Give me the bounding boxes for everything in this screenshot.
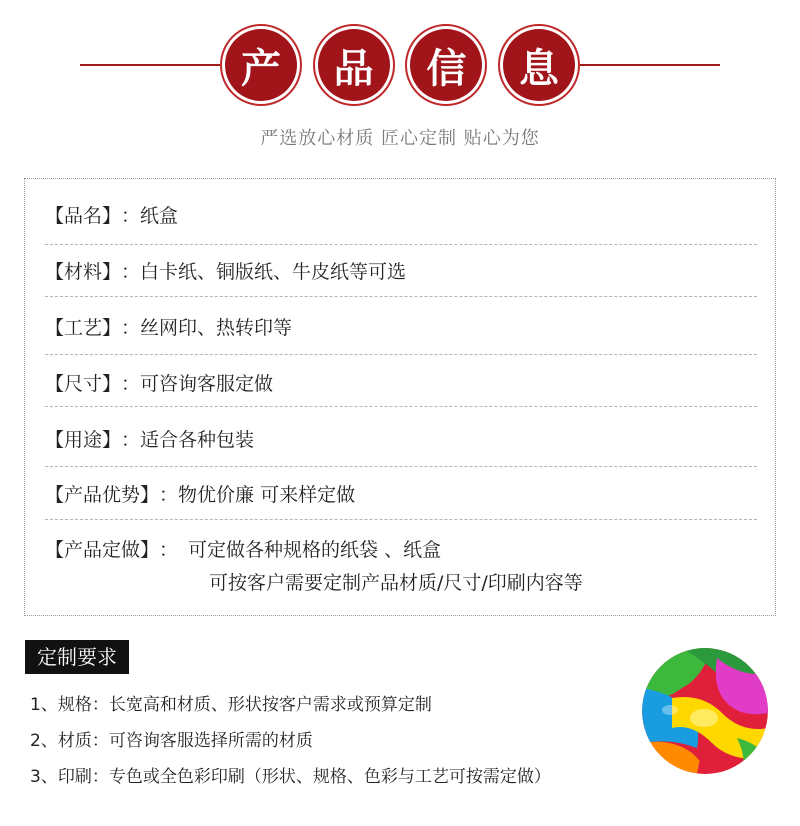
- info-value: 可咨询客服定做: [140, 373, 274, 395]
- info-sep: ：: [121, 429, 141, 451]
- info-row-name: [45, 201, 757, 245]
- title-char-circle: [220, 24, 302, 106]
- info-value-line2: 可按客户需要定制产品材质/尺寸/印刷内容等: [209, 572, 583, 594]
- title-char: 息: [503, 29, 575, 101]
- info-label: 【品名】: [45, 205, 122, 227]
- info-row-custom: [45, 535, 757, 595]
- info-value: 纸盒: [140, 205, 179, 227]
- info-value: 适合各种包装: [140, 429, 255, 451]
- subtitle: 严选放心材质 匠心定制 贴心为您: [260, 128, 540, 149]
- info-sep: ：: [159, 539, 179, 561]
- header-line-right: [580, 64, 720, 66]
- info-label: 【工艺】: [45, 317, 122, 339]
- title-char: 品: [318, 29, 390, 101]
- title-circles: [220, 24, 580, 106]
- product-info-header: [0, 0, 800, 149]
- info-label: 【尺寸】: [45, 373, 122, 395]
- product-info-box: [24, 178, 776, 616]
- requirement-item: 3、印刷：专色或全色彩印刷（形状、规格、色彩与工艺可按需定做）: [30, 767, 551, 787]
- title-char-circle: [498, 24, 580, 106]
- info-value: 物优价廉 可来样定做: [178, 484, 356, 506]
- info-row-material: [45, 257, 757, 297]
- title-char: 产: [225, 29, 297, 101]
- paint-splash-icon: [642, 648, 768, 774]
- requirement-item: 2、材质：可咨询客服选择所需的材质: [30, 731, 313, 751]
- title-char-circle: [405, 24, 487, 106]
- info-label: 【产品定做】: [45, 539, 160, 561]
- title-char: 信: [410, 29, 482, 101]
- info-label: 【用途】: [45, 429, 122, 451]
- requirements-title: 定制要求: [25, 640, 129, 674]
- info-row-usage: [45, 425, 757, 467]
- info-sep: ：: [121, 317, 141, 339]
- info-label: 【材料】: [45, 261, 122, 283]
- requirements-list: [30, 690, 670, 798]
- info-value: 白卡纸、铜版纸、牛皮纸等可选: [140, 261, 407, 283]
- title-char-circle: [313, 24, 395, 106]
- header-line-left: [80, 64, 220, 66]
- info-value: 丝网印、热转印等: [140, 317, 293, 339]
- info-sep: ：: [159, 484, 179, 506]
- info-sep: ：: [121, 373, 141, 395]
- info-row-advantage: [45, 480, 757, 520]
- info-row-size: [45, 369, 757, 407]
- info-value: 可定做各种规格的纸袋 、纸盒: [188, 539, 442, 561]
- requirement-item: 1、规格：长宽高和材质、形状按客户需求或预算定制: [30, 695, 432, 715]
- info-sep: ：: [121, 205, 141, 227]
- info-row-craft: [45, 313, 757, 355]
- info-sep: ：: [121, 261, 141, 283]
- info-label: 【产品优势】: [45, 484, 160, 506]
